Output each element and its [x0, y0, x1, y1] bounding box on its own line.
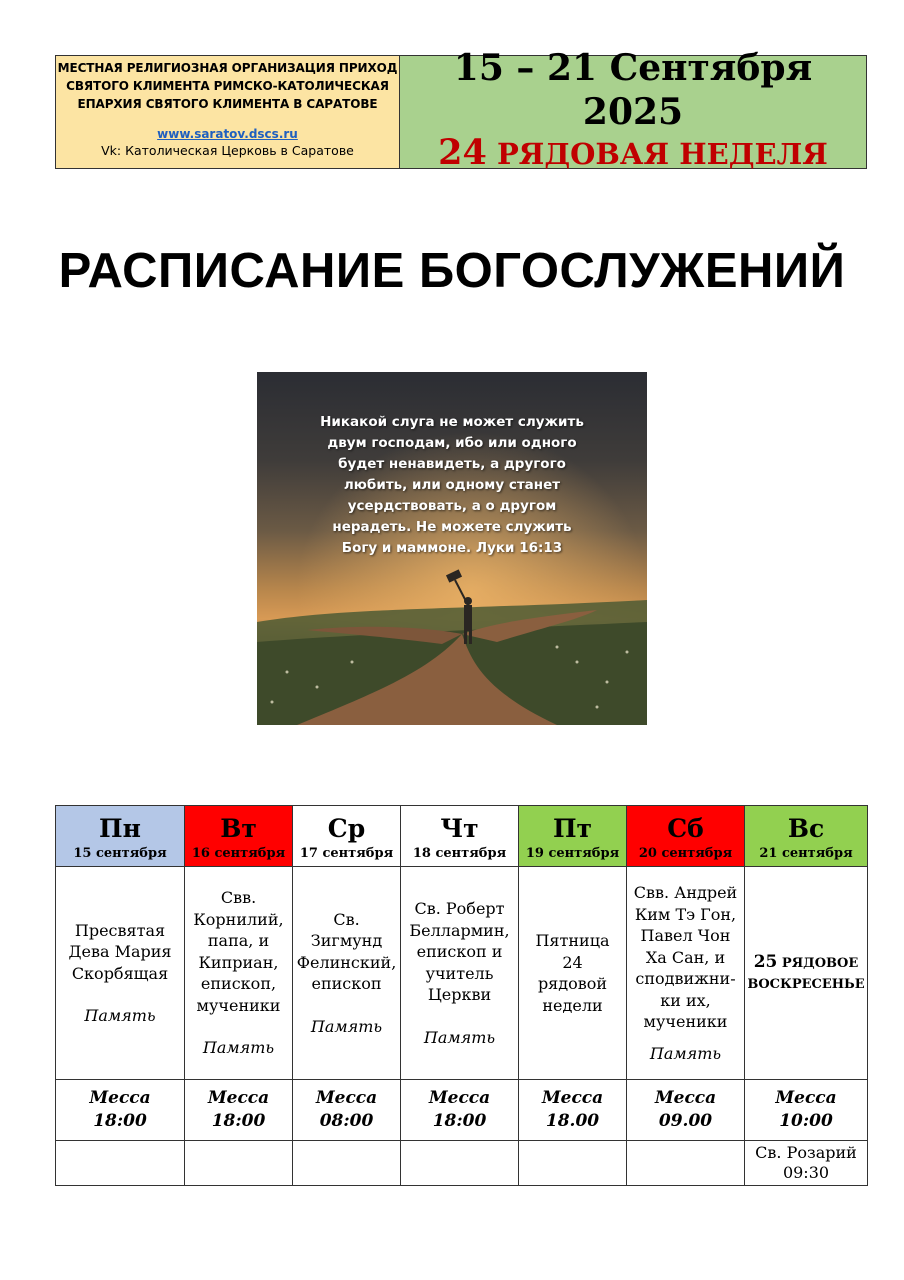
mass-label: Месса	[207, 1088, 270, 1108]
feast-rank: Память	[202, 1038, 275, 1058]
day-header-sun	[745, 806, 868, 867]
mass-cell-fri	[519, 1080, 627, 1141]
mass-cell-thu	[401, 1080, 519, 1141]
feast-rank: Память	[423, 1027, 496, 1047]
quote-line: усердствовать, а о другом	[347, 498, 557, 514]
feast-cell-sat	[627, 867, 745, 1080]
feast-line: епископ	[311, 974, 382, 994]
mass-time: 18:00	[211, 1111, 266, 1131]
header	[55, 46, 867, 173]
extra-cell-sun	[745, 1141, 868, 1186]
day-header-fri	[519, 806, 627, 867]
mass-row	[56, 1080, 868, 1141]
day-header-wed	[293, 806, 401, 867]
feast-line: Ким Тэ Гон,	[634, 904, 737, 924]
feast-line: Павел Чон	[640, 926, 731, 945]
day-header-sat	[627, 806, 745, 867]
mass-label: Месса	[775, 1088, 837, 1108]
feast-line: Зигмунд	[310, 931, 383, 951]
quote-line: любить, или одному станет	[343, 477, 561, 493]
mass-cell-mon	[56, 1080, 185, 1141]
day-date: 18 сентября	[412, 846, 507, 861]
feast-line: недели	[542, 995, 603, 1015]
feast-row	[56, 867, 868, 1080]
feast-line: Беллармин,	[409, 920, 510, 940]
feast-line: 24	[562, 952, 583, 972]
feast-line: Ха Сан, и	[645, 947, 726, 967]
week-label: РЯДОВАЯ НЕДЕЛЯ	[496, 136, 828, 171]
feast-line: Св. Роберт	[414, 899, 505, 918]
feast-line: Свв.	[220, 888, 257, 908]
day-date: 19 сентября	[525, 846, 620, 861]
feast-line: Пятница	[535, 931, 610, 950]
feast-line: мученики	[196, 995, 281, 1015]
org-name-line-1: МЕСТНАЯ РЕЛИГИОЗНАЯ ОРГАНИЗАЦИЯ ПРИХОД	[57, 61, 398, 75]
feast-line: Св.	[333, 909, 360, 929]
day-date: 16 сентября	[191, 846, 286, 861]
day-abbr: Ср	[327, 814, 366, 843]
day-date: 21 сентября	[759, 846, 853, 861]
extra-cell-sat	[627, 1141, 745, 1186]
day-abbr: Чт	[440, 814, 479, 843]
feast-line: епископ и	[416, 942, 503, 961]
day-abbr: Вт	[220, 814, 257, 843]
rosary-time: 09:30	[782, 1163, 830, 1182]
feast-line: Скорбящая	[71, 963, 169, 983]
quote-line: двум господам, ибо или одного	[327, 435, 577, 451]
week-number: 24	[438, 131, 487, 173]
day-header-thu	[401, 806, 519, 867]
date-range: 15 – 21 Сентября 2025	[453, 46, 813, 133]
quote-line: Никакой слуга не может служить	[320, 414, 584, 430]
feast-line: сподвижни-	[635, 969, 736, 988]
quote-line: нерадеть. Не можете служить	[332, 519, 572, 535]
day-abbr: Пт	[552, 814, 593, 843]
org-name-line-2: СВЯТОГО КЛИМЕНТА РИМСКО-КАТОЛИЧЕСКАЯ	[66, 79, 389, 93]
day-header-row	[56, 806, 868, 867]
extra-cell-mon	[56, 1141, 185, 1186]
schedule-table	[55, 805, 868, 1186]
sunday-number: 25	[753, 951, 778, 972]
mass-label: Месса	[541, 1088, 604, 1108]
mass-label: Месса	[654, 1088, 717, 1108]
quote-line: будет ненавидеть, а другого	[338, 456, 566, 472]
day-abbr: Пн	[99, 814, 141, 843]
feast-line: Пресвятая	[74, 920, 166, 940]
feast-line: Церкви	[427, 985, 492, 1004]
mass-label: Месса	[428, 1088, 491, 1108]
extra-row	[56, 1141, 868, 1186]
extra-cell-fri	[519, 1141, 627, 1186]
extra-cell-wed	[293, 1141, 401, 1186]
mass-cell-sun	[745, 1080, 868, 1141]
feast-line: Корнилий,	[193, 909, 284, 929]
liturgical-week	[400, 131, 866, 173]
sunday-line-1: РЯДОВОЕ	[781, 955, 859, 971]
org-name-line-3: ЕПАРХИЯ СВЯТОГО КЛИМЕНТА В САРАТОВЕ	[77, 97, 378, 111]
day-date: 15 сентября	[73, 846, 167, 861]
feast-line: Свв. Андрей	[633, 883, 738, 902]
feast-rank: Память	[310, 1016, 383, 1036]
rosary-label: Св. Розарий	[755, 1143, 857, 1162]
feast-line: учитель	[425, 963, 494, 983]
day-abbr: Вс	[787, 814, 825, 843]
mass-time: 10:00	[779, 1111, 833, 1131]
day-header-mon	[56, 806, 185, 867]
mass-label: Месса	[315, 1088, 378, 1108]
feast-cell-fri	[519, 867, 627, 1080]
feast-cell-mon	[56, 867, 185, 1080]
parish-info	[56, 56, 400, 168]
day-header-tue	[185, 806, 293, 867]
quote-line: Богу и маммоне. Луки 16:13	[341, 540, 563, 556]
quote-image	[257, 372, 647, 725]
day-abbr: Сб	[667, 814, 704, 843]
feast-cell-thu	[401, 867, 519, 1080]
mass-time: 09.00	[658, 1111, 713, 1131]
feast-line: епископ,	[200, 974, 277, 994]
feast-line: рядовой	[537, 974, 608, 993]
website-link[interactable]: www.saratov.dscs.ru	[157, 127, 298, 141]
mass-label: Месса	[89, 1088, 151, 1108]
extra-cell-tue	[185, 1141, 293, 1186]
feast-rank: Память	[649, 1043, 722, 1063]
feast-line: Дева Мария	[68, 942, 172, 961]
mass-time: 18:00	[432, 1111, 487, 1131]
mass-time: 08:00	[319, 1111, 374, 1131]
day-date: 20 сентября	[638, 846, 733, 861]
feast-cell-tue	[185, 867, 293, 1080]
sunday-line-2: ВОСКРЕСЕНЬЕ	[747, 976, 865, 992]
feast-cell-sun	[745, 867, 868, 1080]
feast-line: ки их,	[660, 990, 711, 1010]
feast-line: Киприан,	[198, 952, 279, 972]
sunday-title	[745, 952, 867, 995]
week-info	[400, 46, 866, 173]
mass-cell-sat	[627, 1080, 745, 1141]
vk-label: Vk: Католическая Церковь в Саратове	[101, 143, 354, 158]
feast-line: Фелинский,	[296, 952, 397, 972]
feast-line: мученики	[643, 1012, 728, 1031]
mass-time: 18:00	[93, 1111, 147, 1131]
mass-time: 18.00	[545, 1111, 600, 1131]
extra-cell-thu	[401, 1141, 519, 1186]
mass-cell-tue	[185, 1080, 293, 1141]
feast-cell-wed	[293, 867, 401, 1080]
day-date: 17 сентября	[299, 846, 394, 861]
feast-line: папа, и	[207, 931, 270, 951]
page-title: РАСПИСАНИЕ БОГОСЛУЖЕНИЙ	[58, 244, 846, 298]
bible-quote	[287, 412, 617, 559]
feast-rank: Память	[84, 1006, 156, 1025]
mass-cell-wed	[293, 1080, 401, 1141]
